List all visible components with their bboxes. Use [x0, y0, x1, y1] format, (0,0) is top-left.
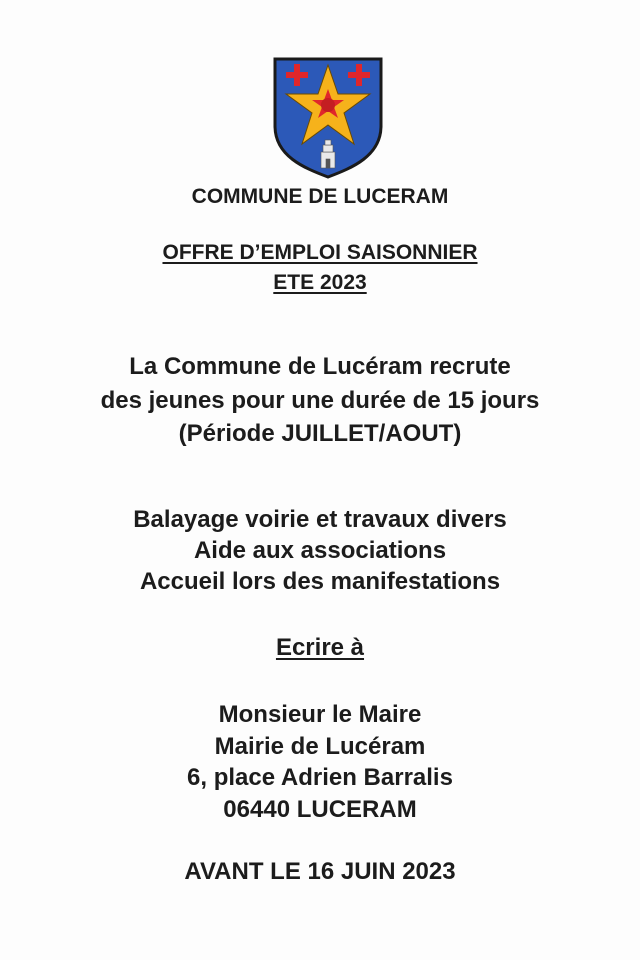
deadline: AVANT LE 16 JUIN 2023: [184, 858, 456, 885]
star-center-icon: [321, 98, 335, 112]
task-item: Aide aux associations: [193, 537, 447, 564]
contact-heading: Ecrire à: [275, 634, 365, 661]
task-item: Balayage voirie et travaux divers: [133, 506, 507, 533]
address-line: Mairie de Lucéram: [214, 733, 426, 760]
task-item: Accueil lors des manifestations: [139, 568, 501, 595]
body-line: des jeunes pour une durée de 15 jours: [100, 387, 540, 414]
offer-title: OFFRE D’EMPLOI SAISONNIER: [162, 241, 478, 264]
body-line: (Période JUILLET/AOUT): [178, 420, 462, 447]
offer-season: ETE 2023: [273, 271, 367, 294]
body-line: La Commune de Lucéram recrute: [129, 353, 511, 380]
address-line: 06440 LUCERAM: [223, 796, 417, 823]
commune-name: COMMUNE DE LUCERAM: [191, 185, 449, 208]
address-line: Monsieur le Maire: [218, 701, 422, 728]
address-line: 6, place Adrien Barralis: [187, 764, 453, 791]
coat-of-arms-emblem: [272, 56, 384, 180]
